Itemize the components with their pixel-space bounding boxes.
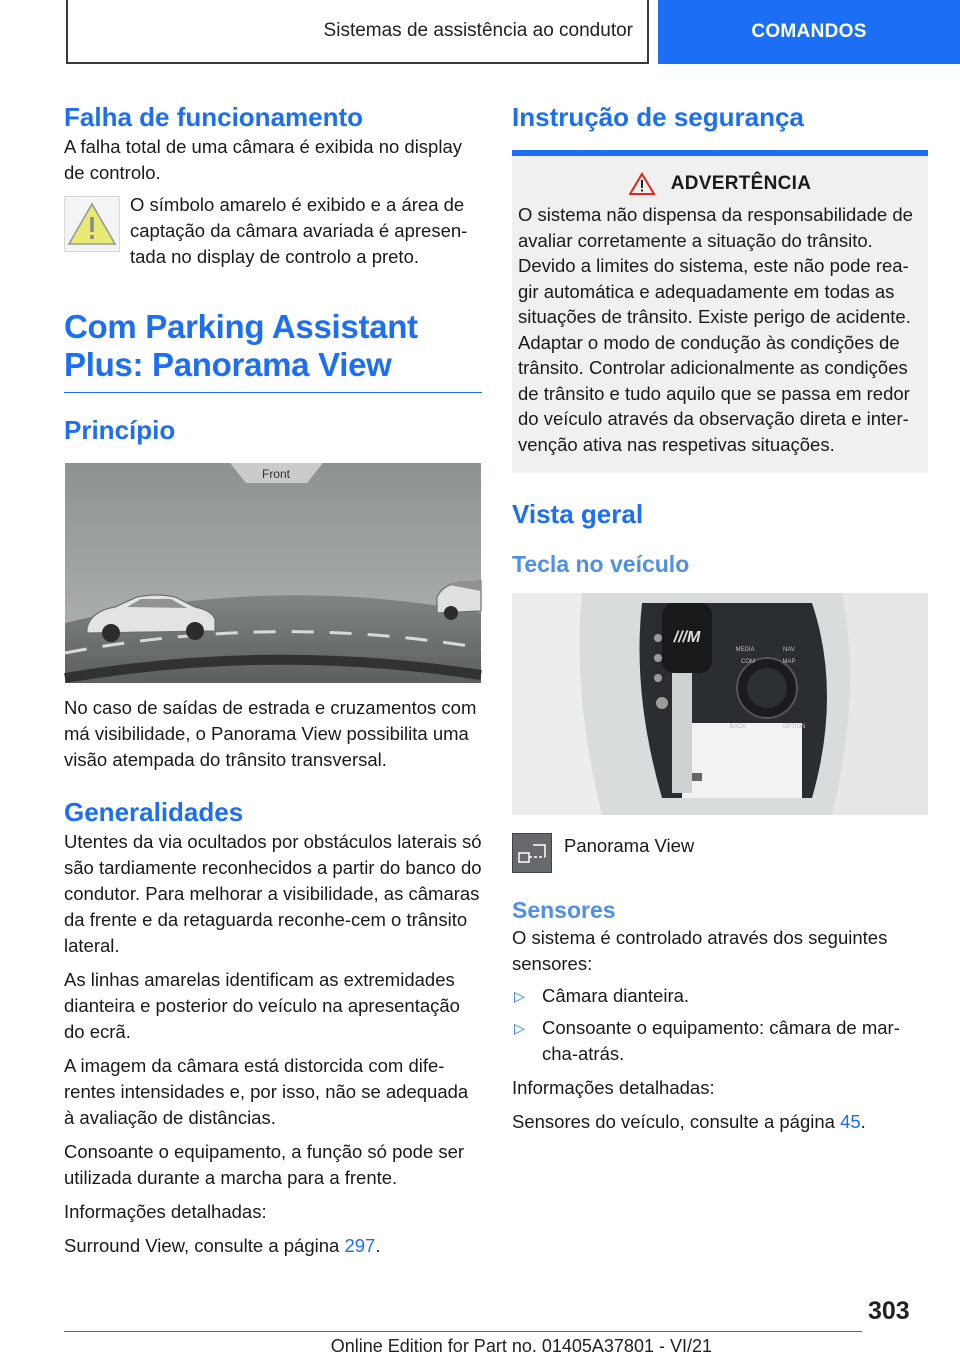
console-label-back: BACK [729,724,747,730]
list-item-text: Consoante o equipamento: câmara de mar-cha-atrás. [542,1017,900,1064]
malfunction-icon-row [64,192,482,270]
warning-triangle-icon [629,172,655,196]
panorama-label: Panorama View [564,835,695,856]
general-heading: Generalidades [64,797,244,827]
sensors-reference-text: Sensores do veículo, consulte a página [512,1111,841,1132]
page-297-link[interactable]: 297 [344,1235,376,1256]
principle-paragraph: No caso de saídas de estrada e cruzamentos com má visibilidade, o Panorama View possibilita uma visão atempada do trânsito transversal. [64,697,477,770]
page-45-link[interactable]: 45 [840,1111,861,1132]
general-reference-text: Surround View, consulte a página [64,1235,345,1256]
principle-heading: Princípio [64,415,176,445]
general-paragraph-2: As linhas amarelas identificam as extremidades dianteira e posterior do veículo na apresentação do ecrã. [64,969,460,1042]
right-column [512,100,928,1135]
general-paragraph-4: Consoante o equipamento, a função só pode ser utilizada durante a marcha para a frente. [64,1141,465,1188]
overview-heading: Vista geral [512,499,644,529]
panorama-icon-row [512,833,928,873]
warning-title: ADVERTÊNCIA [670,173,812,194]
sensors-list [512,983,928,1067]
footer-edition: Online Edition for Part no. 01405A37801 - VI/21 [330,1336,712,1356]
malfunction-paragraph-1: A falha total de uma câmara é exibida no display de controlo. [64,136,462,183]
section-title-block [64,308,482,393]
button-heading: Tecla no veículo [512,551,690,577]
sensors-reference [512,1109,928,1135]
yellow-warning-icon [64,196,120,252]
camera-image [64,463,482,683]
list-item-text: Câmara dianteira. [542,985,690,1006]
warning-text: O sistema não dispensa da responsabilidade de avaliar corretamente a situação do trânsito. Devido a limites do sistema, este não pode rea-gir automática e adequadamente em todas as situações de trânsito. Existe perigo de acidente. Adaptar o modo de condução às condições de trânsito. Controlar adicionalmente as condições de trânsito e tudo aquilo que se passa em redor do veículo através da observação direta e inter-venção ativa nas respetivas situações. [518,204,913,455]
general-paragraph-1: Utentes da via ocultados por obstáculos laterais só são tardiamente reconhecidos a partir do banco do condutor. Para melhorar a visibilidade, as câmaras da frente e da retaguarda reconhe-cem o trânsito lateral. [64,831,482,956]
panorama-view-icon [512,833,552,873]
sensors-heading: Sensores [512,897,616,923]
console-label-nav: NAV [783,647,795,653]
console-label-option: OPTION [782,724,806,730]
list-item [512,1015,928,1067]
malfunction-heading: Falha de funcionamento [64,102,364,132]
header-chapter-tab [658,0,960,64]
console-label-com: COM [741,659,755,665]
triangle-bullet-icon: ▷ [514,1020,525,1036]
front-label: Front [261,467,291,481]
general-paragraph-3: A imagem da câmara está distorcida com dife-rentes intensidades e, por isso, não se adequada à avaliação de distâncias. [64,1055,469,1128]
footer-divider [64,1331,862,1332]
general-reference [64,1233,482,1259]
list-item [512,983,928,1009]
warning-box [512,150,928,473]
sensors-reference-end: . [860,1111,866,1132]
triangle-bullet-icon: ▷ [514,988,525,1004]
general-paragraph-5: Informações detalhadas: [64,1201,267,1222]
header-section-title [66,0,649,64]
console-label-map: MAP [782,659,796,665]
chapter-title-text: COMANDOS [751,21,867,42]
warning-title-row [518,172,922,196]
safety-heading: Instrução de segurança [512,102,804,132]
malfunction-paragraph-2: O símbolo amarelo é exibido e a área de captação da câmara avariada é apresen-tada no display de controlo a preto. [130,194,468,267]
svg-text:///M: ///M [673,629,701,646]
sensors-paragraph: O sistema é controlado através dos seguintes sensores: [512,927,888,974]
console-label-media: MEDIA [735,647,755,653]
console-image [512,593,928,815]
left-column [64,100,482,1259]
page-number: 303 [868,1297,910,1325]
sensors-info: Informações detalhadas: [512,1077,715,1098]
section-title: Com Parking Assistant Plus: Panorama View [64,308,418,383]
section-title-text: Sistemas de assistência ao condutor [323,20,633,41]
general-reference-end: . [375,1235,381,1256]
